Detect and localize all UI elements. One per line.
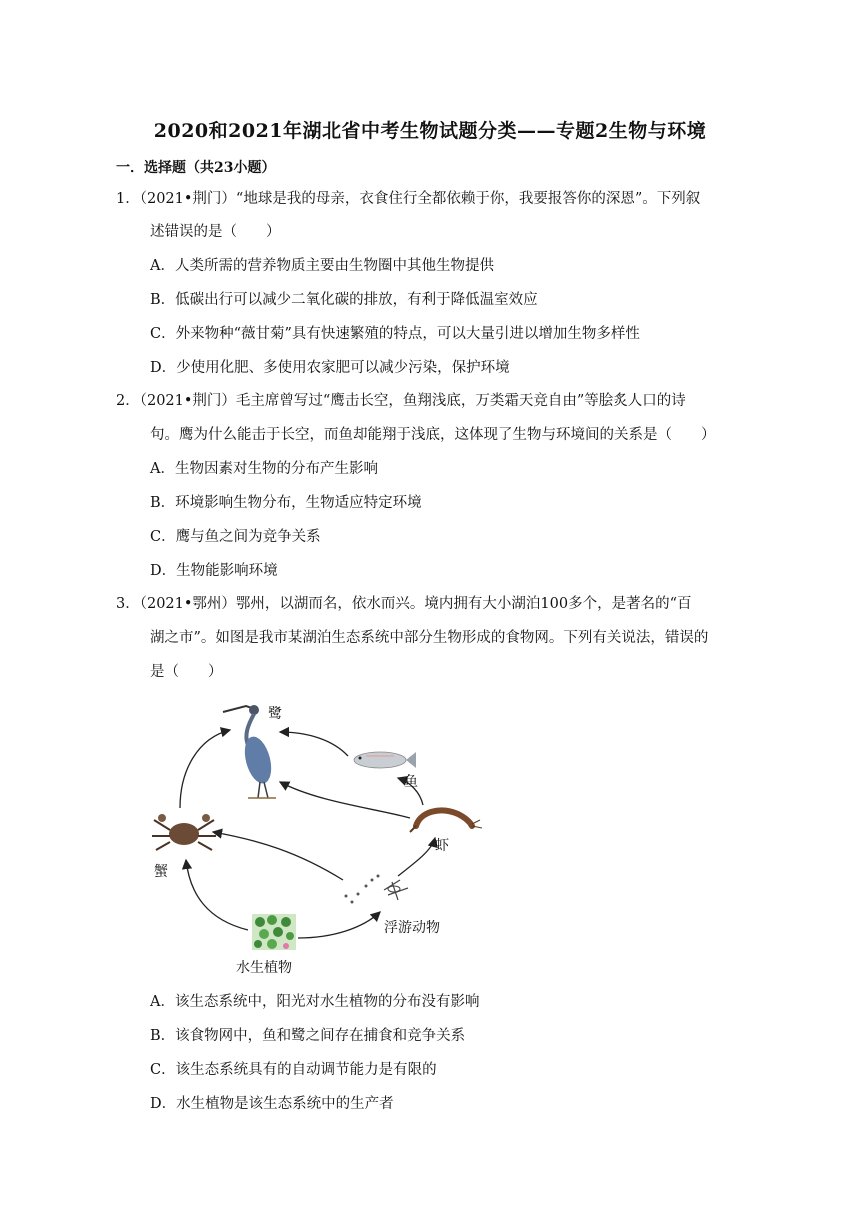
arrow-fish-to-heron: [280, 732, 348, 756]
q2-stem-line-1: 2．（2021•荆门）毛主席曾写过“鹰击长空，鱼翔浅底，万类霜天竞自由”等脍炙人口的诗: [116, 393, 686, 409]
arrow-crab-to-heron: [180, 730, 230, 808]
shrimp-icon: [410, 810, 482, 832]
q2-option-b: B．环境影响生物分布，生物适应特定环境: [150, 495, 422, 511]
arrow-plankton-to-crab: [213, 832, 343, 880]
label-crab: 蟹: [154, 864, 168, 880]
q2-stem-line-2: 句。鹰为什么能击于长空，而鱼却能翔于浅底，这体现了生物与环境间的关系是（ ）: [150, 427, 716, 443]
label-shrimp: 虾: [435, 838, 449, 854]
q3-option-c: C．该生态系统具有的自动调节能力是有限的: [150, 1062, 437, 1078]
label-aquatic-plant: 水生植物: [236, 960, 292, 976]
q1-option-d: D．少使用化肥、多使用农家肥可以减少污染，保护环境: [150, 360, 510, 376]
q1-stem-line-1: 1．（2021•荆门）“地球是我的母亲，衣食住行全都依赖于你，我要报答你的深恩”。下列叙: [116, 191, 701, 207]
q1-option-a: A．人类所需的营养物质主要由生物圈中其他生物提供: [150, 258, 494, 274]
document-title: 2020和2021年湖北省中考生物试题分类——专题2生物与环境: [153, 120, 707, 142]
q2-option-a: A．生物因素对生物的分布产生影响: [150, 461, 378, 477]
q3-option-a: A．该生态系统中，阳光对水生植物的分布没有影响: [150, 994, 480, 1010]
q2-option-d: D．生物能影响环境: [150, 563, 278, 579]
fish-icon: [354, 752, 416, 768]
arrow-plankton-to-shrimp: [398, 838, 435, 876]
section-heading: 一．选择题（共23小题）: [116, 160, 276, 176]
q1-option-b: B．低碳出行可以减少二氧化碳的排放，有利于降低温室效应: [150, 292, 538, 308]
q3-option-d: D．水生植物是该生态系统中的生产者: [150, 1096, 394, 1112]
q2-option-c: C．鹰与鱼之间为竞争关系: [150, 529, 321, 545]
crab-icon: [152, 814, 216, 850]
q3-stem-line-3: 是（ ）: [150, 664, 223, 680]
food-web-diagram: [148, 690, 488, 980]
label-heron: 鹭: [268, 706, 282, 722]
arrow-plant-to-crab: [186, 860, 248, 930]
label-plankton: 浮游动物: [384, 920, 440, 936]
arrow-plant-to-plankton: [298, 912, 380, 938]
aquatic-plant-icon: [252, 914, 296, 950]
q3-stem-line-1: 3．（2021•鄂州）鄂州，以湖而名，依水而兴。境内拥有大小湖泊100多个，是著名的“百: [116, 596, 692, 612]
q3-option-b: B．该食物网中，鱼和鹭之间存在捕食和竞争关系: [150, 1028, 466, 1044]
q1-option-c: C．外来物种“薇甘菊”具有快速繁殖的特点，可以大量引进以增加生物多样性: [150, 326, 640, 342]
label-fish: 鱼: [404, 774, 418, 790]
plankton-icon: [345, 875, 409, 904]
arrow-shrimp-to-heron: [280, 782, 410, 818]
q3-stem-line-2: 湖之市”。如图是我市某湖泊生态系统中部分生物形成的食物网。下列有关说法，错误的: [150, 630, 709, 646]
q1-stem-line-2: 述错误的是（ ）: [150, 224, 281, 240]
